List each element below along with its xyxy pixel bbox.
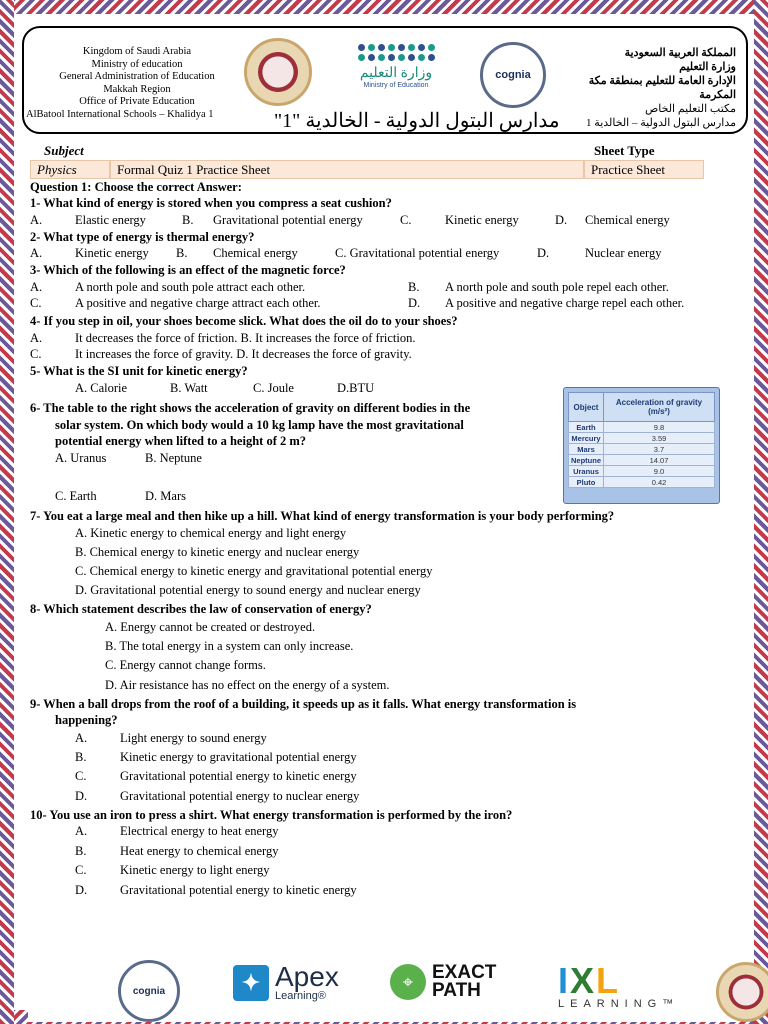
moe-arabic-name: وزارة التعليم [359, 66, 433, 81]
answer-option: It increases the force of gravity. D. It decreases the force of gravity. [75, 347, 412, 361]
footer-cognia-text: cognia [132, 985, 166, 997]
letterhead-en-line: AlBatool International Schools – Khalidya 1 [26, 108, 214, 120]
ixl-letter: X [570, 960, 597, 1001]
answer-option: B. Neptune [145, 451, 202, 465]
answer-option: A. [30, 280, 43, 294]
answer-option: Chemical energy [585, 213, 670, 227]
table-cell: 3.59 [604, 433, 715, 444]
answer-option: C. Gravitational potential energy [335, 246, 500, 260]
question-text: 8- Which statement describes the law of conservation of energy? [30, 602, 372, 616]
question-text: solar system. On which body would a 10 kg lamp have the most gravitational [55, 418, 464, 432]
sheet-type-value: Practice Sheet [584, 160, 704, 179]
answer-option: Kinetic energy [75, 246, 149, 260]
question-text: 10- You use an iron to press a shirt. What energy transformation is performed by the iron? [30, 808, 513, 822]
cognia-accreditation-logo [480, 42, 546, 108]
answer-option: B. [75, 750, 87, 764]
answer-option: B. Watt [170, 381, 208, 395]
decorative-border-top [0, 0, 768, 14]
letterhead-en-line: General Administration of Education [59, 71, 215, 82]
answer-option: B. [408, 280, 420, 294]
answer-option: A positive and negative charge repel each other. [445, 296, 685, 310]
answer-option: Gravitational potential energy to nuclear energy [120, 789, 360, 803]
answer-option: A. Kinetic energy to chemical energy and light energy [75, 526, 347, 540]
question-text: 7- You eat a large meal and then hike up a hill. What kind of energy transformation is your body performing? [30, 509, 615, 523]
letterhead-ar-line: وزارة التعليم [679, 61, 736, 73]
exact-path-line: EXACT [432, 962, 497, 983]
table-row [569, 466, 715, 477]
english-letterhead [26, 46, 242, 121]
arabic-letterhead [556, 46, 736, 130]
answer-option: A. Energy cannot be created or destroyed. [105, 620, 316, 634]
question-text: happening? [55, 713, 118, 727]
subject-value: Physics [30, 160, 110, 179]
sheet-info-row [30, 160, 704, 179]
letterhead-en-line: Kingdom of Saudi Arabia [82, 46, 192, 57]
sheet-title: Formal Quiz 1 Practice Sheet [110, 160, 584, 179]
footer-cognia-logo [118, 960, 180, 1022]
ixl-sub: LEARNING™ [558, 998, 680, 1010]
question-text: 3- Which of the following is an effect of the magnetic force? [30, 263, 346, 277]
answer-option: B. [75, 844, 87, 858]
apex-icon: ✦ [233, 965, 269, 1001]
apex-learning-logo [233, 961, 339, 1002]
answer-option: C. Earth [55, 489, 97, 503]
table-cell: Neptune [569, 455, 604, 466]
answer-option: D.BTU [337, 381, 375, 395]
answer-option: C. [400, 213, 412, 227]
answer-option: C. [75, 863, 87, 877]
gravity-table-header: Object [569, 393, 604, 422]
answer-option: D. [75, 789, 88, 803]
answer-option: A. [30, 331, 43, 345]
answer-option: C. [75, 769, 87, 783]
answer-option: A. Calorie [75, 381, 128, 395]
gravity-table-header: Acceleration of gravity (m/s²) [604, 393, 715, 422]
answer-option: D. Gravitational potential energy to sound energy and nuclear energy [75, 583, 421, 597]
school-seal-logo [244, 38, 312, 106]
answer-option: C. Energy cannot change forms. [105, 658, 266, 672]
sheet-labels-row [44, 143, 704, 159]
letterhead-en-line: Ministry of education [91, 58, 183, 70]
ixl-learning-logo [558, 960, 680, 1010]
answer-option: Elastic energy [75, 213, 146, 227]
letterhead-ar-line: الإدارة العامة للتعليم بمنطقة مكة المكرمة [588, 75, 736, 101]
answer-option: Gravitational potential energy to kinetic energy [120, 769, 357, 783]
table-row [569, 433, 715, 444]
answer-option: A positive and negative charge attract each other. [75, 296, 321, 310]
table-row [569, 422, 715, 433]
table-row [569, 477, 715, 488]
answer-option: Gravitational potential energy to kinetic energy [120, 883, 357, 897]
answer-option: B. Chemical energy to kinetic energy and nuclear energy [75, 545, 360, 559]
ixl-letter: I [558, 960, 571, 1001]
question-text: 9- When a ball drops from the roof of a building, it speeds up as it falls. What energy transformation is [30, 697, 577, 711]
answer-option: D. [75, 883, 88, 897]
question-text: 2- What type of energy is thermal energy? [30, 230, 255, 244]
decorative-border-right [754, 0, 768, 1024]
letterhead-ar-line: المملكة العربية السعودية [624, 47, 736, 59]
ministry-of-education-logo [346, 44, 446, 104]
question-text: 4- If you step in oil, your shoes become slick. What does the oil do to your shoes? [30, 314, 458, 328]
map-pin-icon: ⌖ [390, 964, 426, 1000]
table-cell: 9.0 [604, 466, 715, 477]
answer-option: Kinetic energy to gravitational potential energy [120, 750, 357, 764]
answer-option: Kinetic energy to light energy [120, 863, 270, 877]
school-name-arabic: مدارس البتول الدولية - الخالدية "1" [274, 110, 560, 132]
answer-option: A. [30, 213, 43, 227]
table-cell: Mars [569, 444, 604, 455]
answer-option: Kinetic energy [445, 213, 519, 227]
answer-option: D. Air resistance has no effect on the energy of a system. [105, 678, 390, 692]
answer-option: Nuclear energy [585, 246, 662, 260]
table-cell: Earth [569, 422, 604, 433]
answer-option: C. [30, 347, 42, 361]
question-text: potential energy when lifted to a height of 2 m? [55, 434, 307, 448]
table-row [569, 444, 715, 455]
ixl-letter: L [596, 960, 621, 1001]
letterhead [22, 26, 748, 134]
answer-option: C. Chemical energy to kinetic energy and gravitational potential energy [75, 564, 433, 578]
answer-option: Electrical energy to heat energy [120, 824, 279, 838]
answer-option: Gravitational potential energy [213, 213, 363, 227]
table-cell: Uranus [569, 466, 604, 477]
answer-option: B. [176, 246, 188, 260]
sheet-type-label: Sheet Type [594, 143, 655, 158]
answer-option: A. [30, 246, 43, 260]
question-text: Question 1: Choose the correct Answer: [30, 180, 242, 194]
table-cell: 9.8 [604, 422, 715, 433]
footer-school-seal-logo [716, 962, 768, 1022]
answer-option: B. The total energy in a system can only increase. [105, 639, 354, 653]
table-cell: 14.07 [604, 455, 715, 466]
answer-option: C. [30, 296, 42, 310]
table-cell: Pluto [569, 477, 604, 488]
answer-option: C. Joule [253, 381, 294, 395]
answer-option: A north pole and south pole attract each other. [75, 280, 306, 294]
moe-english-name: Ministry of Education [363, 82, 429, 89]
question-text: 5- What is the SI unit for kinetic energy? [30, 364, 248, 378]
letterhead-en-line: Office of Private Education [79, 96, 195, 107]
question-text: 1- What kind of energy is stored when you compress a seat cushion? [30, 196, 392, 210]
gravity-table [563, 387, 720, 504]
answer-option: Light energy to sound energy [120, 731, 267, 745]
apex-sub: Learning® [275, 990, 326, 1002]
moe-dots-mark [346, 44, 446, 61]
answer-option: A north pole and south pole repel each other. [445, 280, 669, 294]
answer-option: D. [408, 296, 421, 310]
subject-label: Subject [44, 143, 84, 158]
letterhead-ar-line: مدارس البتول الدولية – الخالدية 1 [586, 117, 736, 129]
answer-option: A. Uranus [55, 451, 107, 465]
answer-option: Chemical energy [213, 246, 298, 260]
table-cell: Mercury [569, 433, 604, 444]
letterhead-en-line: Makkah Region [103, 83, 171, 95]
cognia-text: cognia [495, 69, 531, 81]
question-text: 6- The table to the right shows the acceleration of gravity on different bodies in the [30, 401, 471, 415]
exact-path-line: PATH [432, 980, 481, 1001]
answer-option: Heat energy to chemical energy [120, 844, 279, 858]
table-row [569, 455, 715, 466]
answer-option: It decreases the force of friction. B. It increases the force of friction. [75, 331, 416, 345]
exact-path-logo [390, 964, 496, 1000]
answer-option: D. [537, 246, 550, 260]
letterhead-ar-line: مكتب التعليم الخاص [644, 103, 736, 115]
table-cell: 0.42 [604, 477, 715, 488]
answer-option: D. [555, 213, 568, 227]
answer-option: D. Mars [145, 489, 186, 503]
answer-option: A. [75, 824, 88, 838]
table-cell: 3.7 [604, 444, 715, 455]
apex-name: Apex [275, 961, 339, 992]
footer-logos [28, 958, 740, 1022]
decorative-border-left [0, 0, 14, 1024]
answer-option: A. [75, 731, 88, 745]
answer-option: B. [182, 213, 194, 227]
